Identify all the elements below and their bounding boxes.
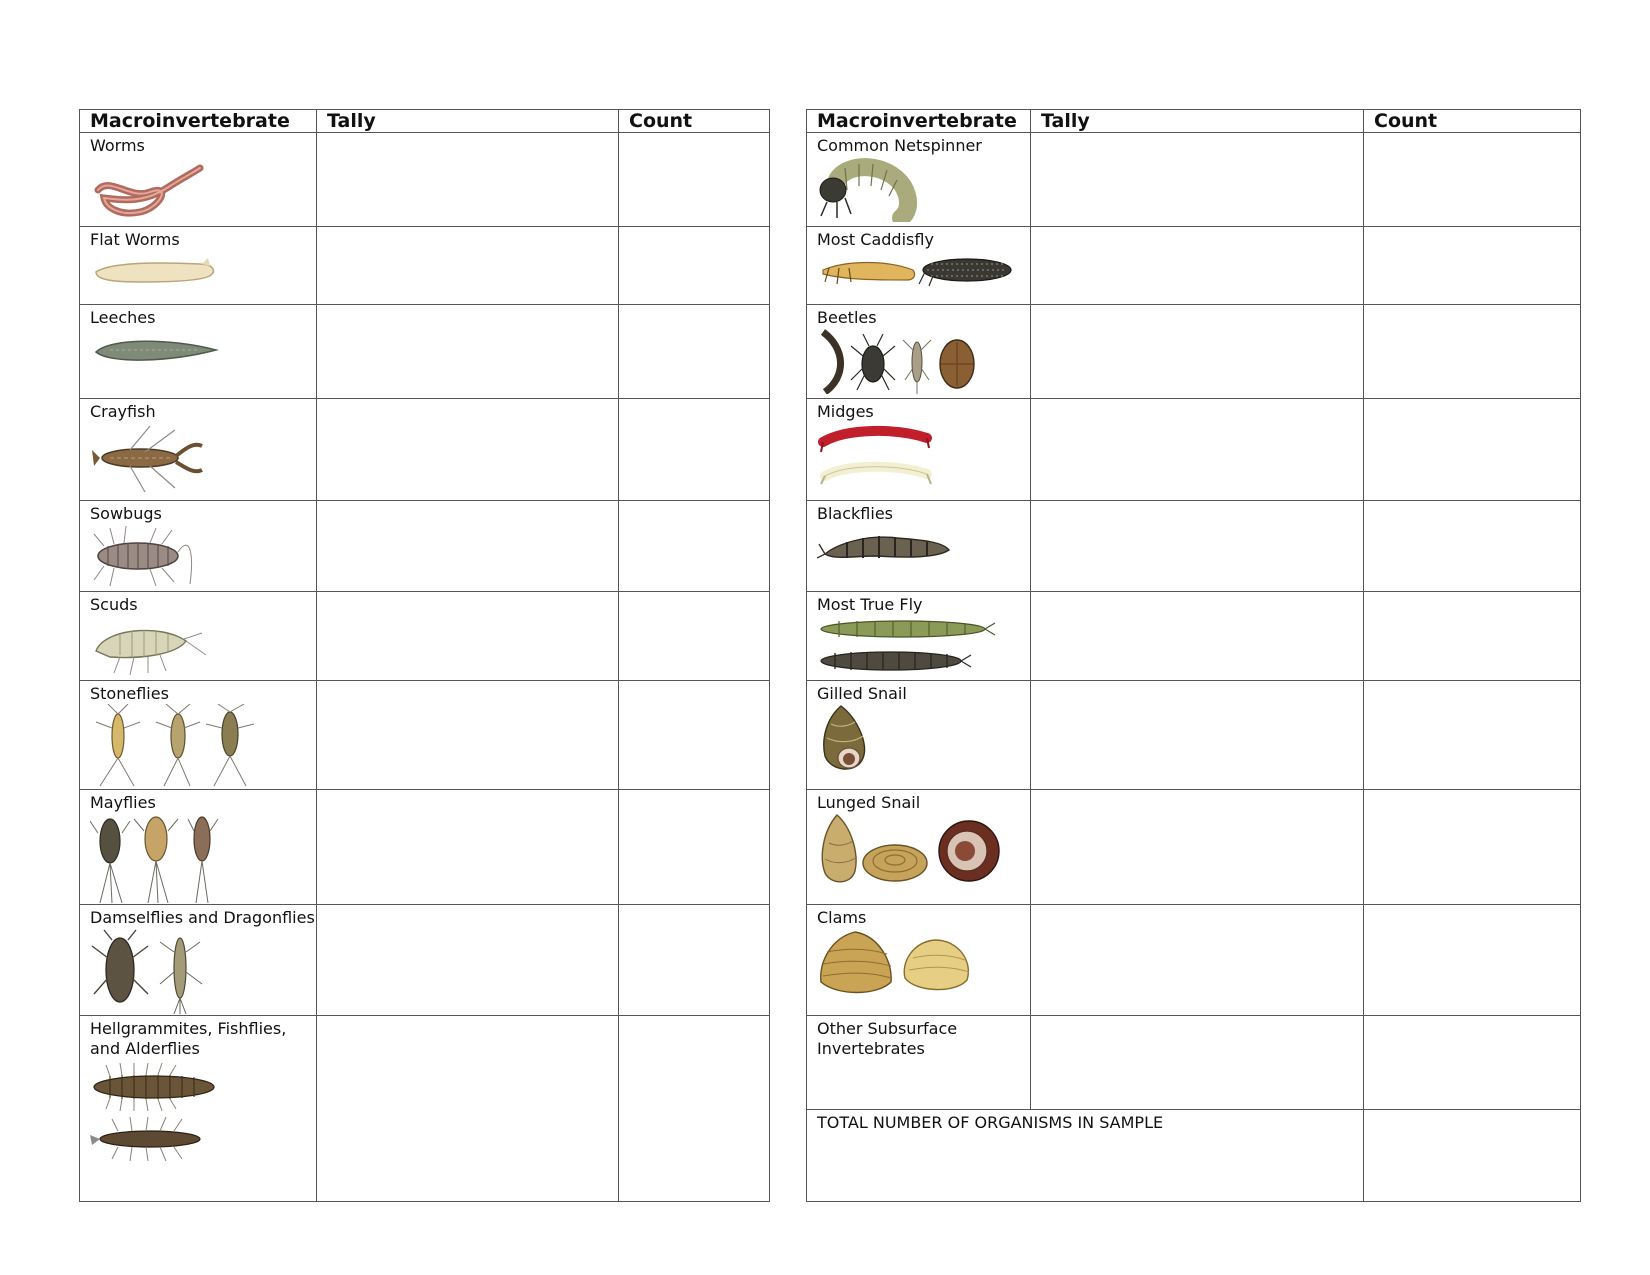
organism-cell (80, 592, 317, 681)
organism-label: Mayflies (90, 793, 156, 812)
tally-cell[interactable] (317, 681, 619, 790)
header-count: Count (1364, 110, 1581, 133)
crayfish-icon (90, 422, 210, 496)
organism-cell (807, 133, 1031, 227)
header-count: Count (619, 110, 770, 133)
table-row (807, 592, 1581, 681)
table-row (807, 227, 1581, 305)
left-tally-table (79, 109, 770, 1202)
organism-cell (80, 305, 317, 399)
organism-label: Common Netspinner (817, 136, 982, 155)
count-cell[interactable] (1364, 1016, 1581, 1110)
total-label-cell (807, 1110, 1364, 1202)
tally-cell[interactable] (317, 305, 619, 399)
count-cell[interactable] (619, 1016, 770, 1202)
organism-cell (80, 905, 317, 1016)
count-cell[interactable] (619, 227, 770, 305)
organism-label: Scuds (90, 595, 138, 614)
table-row (80, 501, 770, 592)
midge-icon (817, 422, 937, 492)
organism-cell (80, 1016, 317, 1202)
count-cell[interactable] (619, 790, 770, 905)
organism-label: Beetles (817, 308, 877, 327)
total-count-cell[interactable] (1364, 1110, 1581, 1202)
table-row (807, 681, 1581, 790)
organism-label: Worms (90, 136, 145, 155)
table-row (80, 905, 770, 1016)
count-cell[interactable] (619, 133, 770, 227)
table-row (80, 305, 770, 399)
organism-label: Crayfish (90, 402, 156, 421)
total-row (807, 1110, 1581, 1202)
gilled-snail-icon (817, 704, 877, 776)
organism-cell (80, 133, 317, 227)
flatworm-icon (90, 250, 220, 290)
table-row (80, 227, 770, 305)
tally-cell[interactable] (1031, 1016, 1364, 1110)
organism-label: Flat Worms (90, 230, 180, 249)
stonefly-icon (90, 704, 260, 788)
tally-cell[interactable] (317, 905, 619, 1016)
count-cell[interactable] (619, 399, 770, 501)
tally-cell[interactable] (317, 399, 619, 501)
count-cell[interactable] (619, 305, 770, 399)
scud-icon (90, 615, 210, 677)
table-row (80, 681, 770, 790)
count-cell[interactable] (619, 592, 770, 681)
tally-cell[interactable] (1031, 227, 1364, 305)
header-row (80, 110, 770, 133)
count-cell[interactable] (1364, 905, 1581, 1016)
clam-icon (817, 928, 977, 998)
table-row (80, 133, 770, 227)
table-row (807, 501, 1581, 592)
organism-label: Other Subsurface Invertebrates (817, 1019, 958, 1058)
table-row (807, 305, 1581, 399)
organism-cell (807, 399, 1031, 501)
hellgrammite-icon (90, 1059, 230, 1169)
table-row (80, 1016, 770, 1202)
total-label: TOTAL NUMBER OF ORGANISMS IN SAMPLE (817, 1113, 1164, 1132)
header-tally: Tally (1031, 110, 1364, 133)
organism-cell (807, 227, 1031, 305)
header-macroinvertebrate: Macroinvertebrate (80, 110, 317, 133)
header-row (807, 110, 1581, 133)
table-row (80, 790, 770, 905)
tally-cell[interactable] (1031, 133, 1364, 227)
blackfly-icon (817, 524, 957, 568)
table-row (807, 133, 1581, 227)
tally-cell[interactable] (317, 790, 619, 905)
tally-cell[interactable] (1031, 681, 1364, 790)
table-row (807, 790, 1581, 905)
count-cell[interactable] (1364, 305, 1581, 399)
truefly-icon (817, 615, 997, 677)
count-cell[interactable] (1364, 133, 1581, 227)
organism-label: Most True Fly (817, 595, 923, 614)
organism-cell (807, 790, 1031, 905)
tally-cell[interactable] (1031, 592, 1364, 681)
caddisfly-icon (817, 250, 1017, 290)
organism-label: Most Caddisfly (817, 230, 934, 249)
count-cell[interactable] (1364, 790, 1581, 905)
netspinner-icon (817, 156, 927, 222)
mayfly-icon (90, 813, 230, 903)
organism-cell (807, 592, 1031, 681)
organism-cell (807, 905, 1031, 1016)
dragonfly-icon (90, 928, 220, 1014)
table-row (807, 1016, 1581, 1110)
tally-cell[interactable] (317, 592, 619, 681)
organism-label: Hellgrammites, Fishflies, and Alderflies (90, 1019, 287, 1058)
organism-label: Leeches (90, 308, 156, 327)
beetle-icon (817, 328, 977, 394)
header-macroinvertebrate: Macroinvertebrate (807, 110, 1031, 133)
organism-label: Lunged Snail (817, 793, 921, 812)
lunged-snail-icon (817, 813, 1007, 889)
organism-label: Midges (817, 402, 874, 421)
table-row (80, 399, 770, 501)
organism-cell (807, 681, 1031, 790)
organism-label: Gilled Snail (817, 684, 907, 703)
table-row (80, 592, 770, 681)
organism-cell (80, 790, 317, 905)
tally-cell[interactable] (1031, 399, 1364, 501)
sowbug-icon (90, 524, 200, 588)
table-row (807, 905, 1581, 1016)
organism-label: Sowbugs (90, 504, 162, 523)
tally-cell[interactable] (1031, 305, 1364, 399)
worm-icon (90, 156, 210, 222)
table-row (807, 399, 1581, 501)
tally-cell[interactable] (1031, 905, 1364, 1016)
organism-cell (807, 1016, 1031, 1110)
tally-cell[interactable] (1031, 790, 1364, 905)
right-tally-table (806, 109, 1581, 1202)
organism-cell (80, 681, 317, 790)
count-cell[interactable] (619, 905, 770, 1016)
organism-label: Damselflies and Dragonflies (90, 908, 315, 927)
count-cell[interactable] (1364, 681, 1581, 790)
organism-cell (807, 305, 1031, 399)
organism-cell (80, 501, 317, 592)
leech-icon (90, 328, 220, 370)
count-cell[interactable] (1364, 399, 1581, 501)
header-tally: Tally (317, 110, 619, 133)
count-cell[interactable] (1364, 501, 1581, 592)
organism-label: Clams (817, 908, 867, 927)
organism-label: Blackflies (817, 504, 893, 523)
tally-cell[interactable] (317, 1016, 619, 1202)
organism-cell (80, 227, 317, 305)
tally-cell[interactable] (317, 227, 619, 305)
tally-cell[interactable] (317, 501, 619, 592)
organism-cell (807, 501, 1031, 592)
organism-label: Stoneflies (90, 684, 169, 703)
count-cell[interactable] (619, 501, 770, 592)
tally-cell[interactable] (317, 133, 619, 227)
count-cell[interactable] (1364, 227, 1581, 305)
count-cell[interactable] (1364, 592, 1581, 681)
tally-cell[interactable] (1031, 501, 1364, 592)
count-cell[interactable] (619, 681, 770, 790)
organism-cell (80, 399, 317, 501)
